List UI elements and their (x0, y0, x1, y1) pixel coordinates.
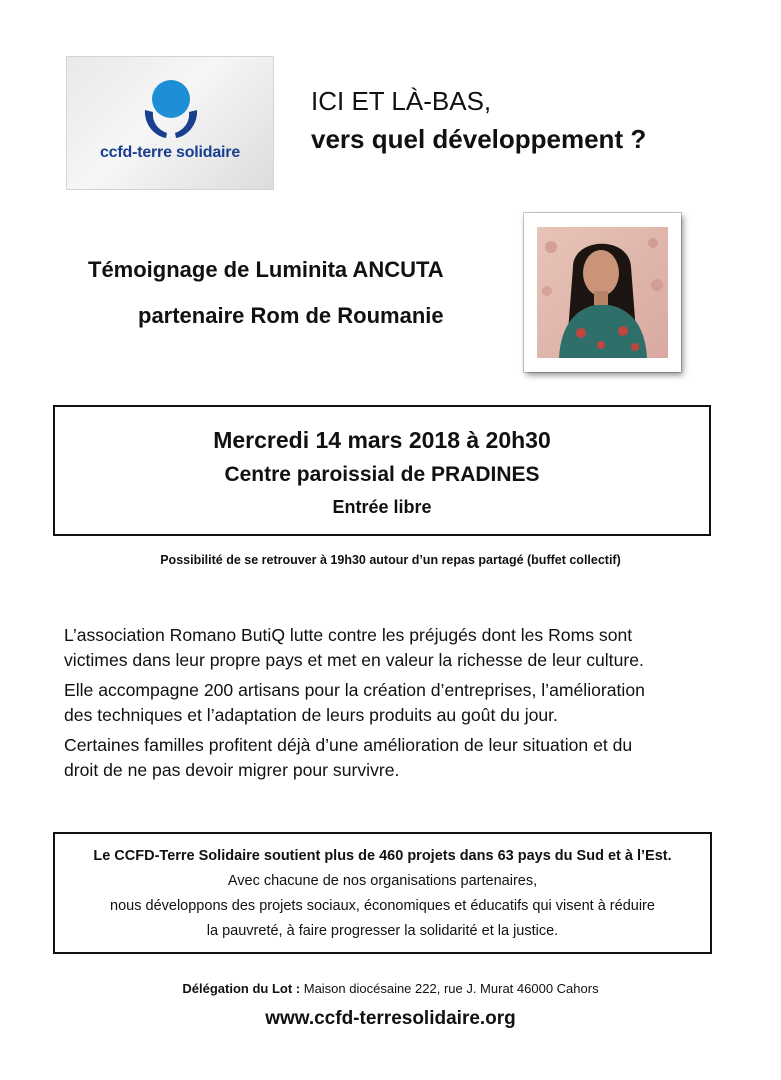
ccfd-logo (66, 56, 274, 190)
delegation-address (0, 981, 781, 996)
ccfd-mission-line-4: la pauvreté, à faire progresser la solidarité et la justice. (206, 923, 559, 939)
event-info-box (53, 405, 711, 536)
body-paragraph-1-line-2: victimes dans leur propre pays et met en valeur la richesse de leur culture. (64, 650, 644, 670)
delegation-label: Délégation du Lot : (182, 981, 301, 996)
testimony-role: partenaire Rom de Roumanie (138, 303, 444, 328)
ccfd-mission-box (53, 832, 712, 954)
speaker-photo (524, 213, 681, 372)
testimony-speaker: Témoignage de Luminita ANCUTA (88, 257, 444, 282)
body-paragraph-2-line-1: Elle accompagne 200 artisans pour la création d’entreprises, l’amélioration (64, 680, 645, 700)
body-paragraph-3-line-1: Certaines familles profitent déjà d’une amélioration de leur situation et du (64, 735, 633, 755)
event-entry: Entrée libre (332, 497, 432, 517)
portrait-image (537, 227, 668, 358)
website-link[interactable]: www.ccfd-terresolidaire.org (265, 1008, 516, 1029)
event-date: Mercredi 14 mars 2018 à 20h30 (213, 427, 551, 453)
title-line-1: ICI ET LÀ-BAS, (311, 86, 492, 116)
ccfd-mission-line-3: nous développons des projets sociaux, économiques et éducatifs qui visent à réduire (110, 898, 655, 914)
title-line-2: vers quel développement ? (311, 124, 647, 154)
delegation-address-text: Maison diocésaine 222, rue J. Murat 46000 Cahors (300, 981, 599, 996)
ccfd-mission-line-1: Le CCFD-Terre Solidaire soutient plus de 460 projets dans 63 pays du Sud et à l’Est. (93, 848, 672, 864)
meal-note: Possibilité de se retrouver à 19h30 autour d’un repas partagé (buffet collectif) (160, 553, 621, 567)
logo-emblem-icon (66, 56, 274, 190)
body-paragraph-1-line-1: L’association Romano ButiQ lutte contre les préjugés dont les Roms sont (64, 625, 633, 645)
logo-circle (152, 80, 190, 118)
event-place: Centre paroissial de PRADINES (224, 463, 540, 486)
ccfd-mission-line-2: Avec chacune de nos organisations partenaires, (227, 873, 538, 889)
body-paragraph-3-line-2: droit de ne pas devoir migrer pour survivre. (64, 760, 400, 780)
logo-text: ccfd-terre solidaire (99, 144, 241, 161)
body-paragraph-2-line-2: des techniques et l’adaptation de leurs produits au goût du jour. (64, 705, 558, 725)
